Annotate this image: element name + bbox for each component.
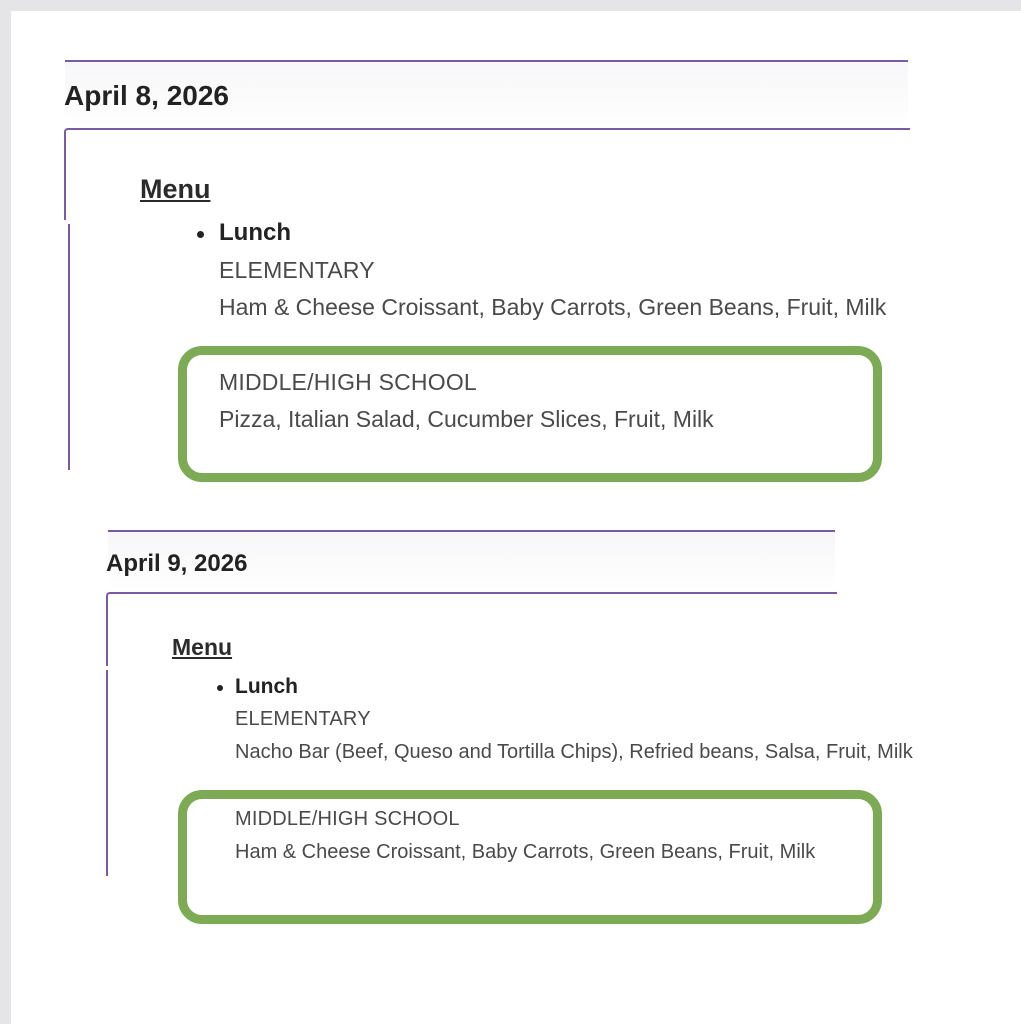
content-left-rule bbox=[68, 224, 70, 470]
highlight-box bbox=[178, 346, 882, 482]
date-title: April 9, 2026 bbox=[106, 550, 248, 577]
menu-items-elementary: Nacho Bar (Beef, Queso and Tortilla Chips), Refried beans, Salsa, Fruit, Milk bbox=[235, 741, 913, 763]
group-label-middle-high: MIDDLE/HIGH SCHOOL bbox=[235, 808, 460, 830]
bullet-icon bbox=[197, 231, 204, 238]
menu-link[interactable]: Menu bbox=[172, 634, 233, 660]
group-label-elementary: ELEMENTARY bbox=[219, 257, 375, 283]
date-title: April 8, 2026 bbox=[64, 80, 229, 111]
highlight-box bbox=[178, 790, 882, 924]
menu-items-middle-high: Ham & Cheese Croissant, Baby Carrots, Green Beans, Fruit, Milk bbox=[235, 841, 816, 863]
menu-items-elementary: Ham & Cheese Croissant, Baby Carrots, Green Beans, Fruit, Milk bbox=[219, 294, 887, 320]
group-label-elementary: ELEMENTARY bbox=[235, 708, 371, 730]
bullet-icon bbox=[217, 685, 223, 691]
group-label-middle-high: MIDDLE/HIGH SCHOOL bbox=[219, 369, 477, 395]
content-left-rule bbox=[106, 670, 108, 876]
meal-label-lunch: Lunch bbox=[219, 219, 291, 246]
menu-items-middle-high: Pizza, Italian Salad, Cucumber Slices, Fruit, Milk bbox=[219, 406, 714, 432]
menu-link[interactable]: Menu bbox=[140, 174, 211, 204]
meal-label-lunch: Lunch bbox=[235, 675, 298, 698]
